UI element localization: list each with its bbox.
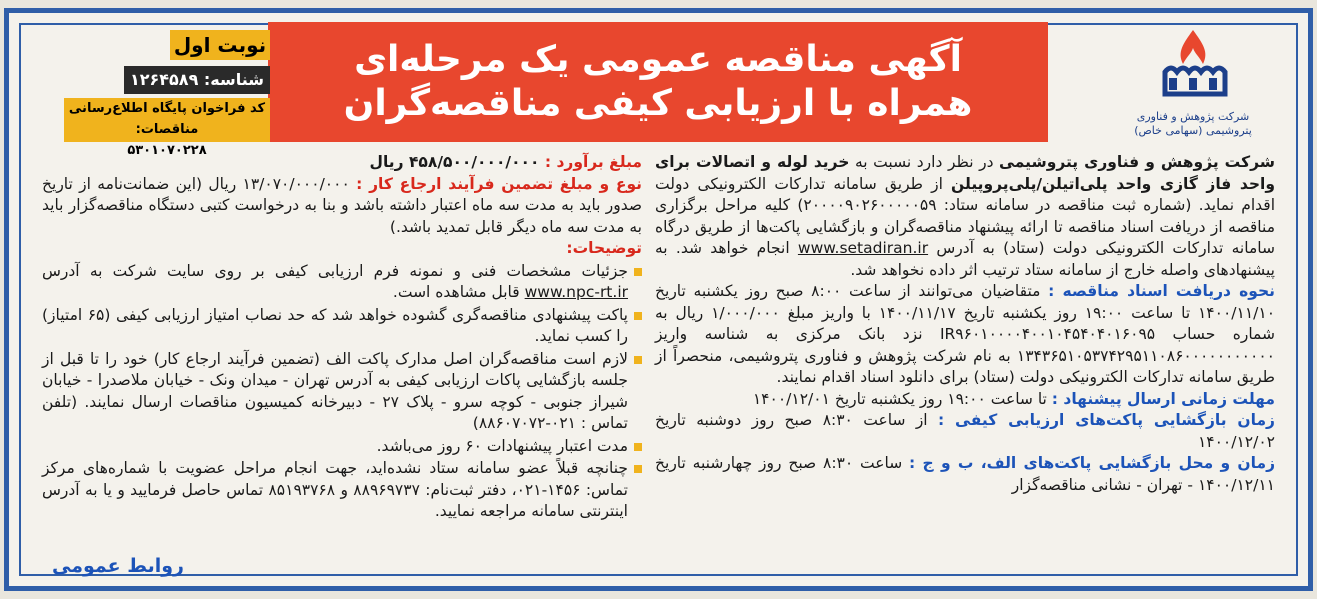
- bullet-square-icon: [634, 268, 642, 276]
- deadline-label: مهلت زمانی ارسال پیشنهاد :: [1051, 389, 1275, 408]
- left-column: [42, 152, 642, 579]
- deadline-paragraph: [655, 389, 1275, 411]
- notice-code-label: کد فراخوان پایگاه اطلاع‌رسانی مناقصات:: [68, 101, 266, 137]
- quality-open-paragraph: [655, 410, 1275, 453]
- flame-logo-icon: [1143, 26, 1243, 110]
- title-line-1: آگهی مناقصه عمومی یک مرحله‌ای: [354, 39, 962, 80]
- note-item: [42, 436, 642, 458]
- note-4-text: مدت اعتبار پیشنهادات ۶۰ روز می‌باشد.: [376, 436, 628, 455]
- deadline-text: تا ساعت ۱۹:۰۰ روز یکشنبه تاریخ ۱۴۰۰/۱۲/۰۱: [752, 389, 1052, 408]
- abc-open-paragraph: [655, 453, 1275, 496]
- guarantee-label: نوع و مبلغ تضمین فرآیند ارجاع کار :: [356, 174, 642, 193]
- body-text-2: انجام خواهد شد. به پیشنهادهای واصله خارج از سامانه ستاد ترتیب اثر داده نخواهد شد.: [655, 239, 1275, 279]
- note-item: [42, 349, 642, 435]
- turn-badge: نوبت اول: [170, 30, 270, 60]
- note-item: [42, 305, 642, 348]
- note-2-text: پاکت پیشنهادی مناقصه‌گری گشوده خواهد شد که حد نصاب امتیاز ارزیابی کیفی (۶۵ امتیاز) را کسب نماید.: [42, 305, 628, 345]
- guarantee-paragraph: [42, 174, 642, 239]
- estimate-label: مبلغ برآورد :: [544, 153, 642, 171]
- intro-paragraph: [655, 152, 1275, 281]
- notice-code-value: ۵۳۰۱۰۷۰۲۲۸: [127, 143, 207, 158]
- right-column: [655, 152, 1275, 579]
- setad-link[interactable]: www.setadiran.ir: [797, 239, 929, 257]
- estimate-value: ۴۵۸/۵۰۰/۰۰۰/۰۰۰ ریال: [369, 153, 545, 171]
- notes-label: توضیحات:: [566, 239, 642, 257]
- quality-open-label: زمان بازگشایی پاکت‌های ارزیابی کیفی :: [938, 411, 1275, 429]
- doc-receive-paragraph: [655, 281, 1275, 389]
- doc-receive-label: نحوه دریافت اسناد مناقصه :: [1048, 282, 1275, 300]
- note-text: [42, 261, 628, 304]
- public-relations-signature: روابط عمومی: [52, 555, 184, 577]
- company-name: شرکت پژوهش و فناوری پتروشیمی: [999, 153, 1275, 171]
- npc-link[interactable]: www.npc-rt.ir: [524, 283, 628, 301]
- notice-code-box: [64, 98, 270, 158]
- abc-open-text: ساعت ۸:۳۰ صبح روز چهارشنبه تاریخ ۱۴۰۰/۱۲/۱۱ - تهران - نشانی مناقصه‌گزار: [655, 454, 1275, 494]
- note-1-tail: قابل مشاهده است.: [392, 283, 525, 301]
- id-label: شناسه:: [203, 70, 265, 89]
- abc-open-label: زمان و محل بازگشایی پاکت‌های الف، ب و ج :: [909, 454, 1275, 472]
- id-value: ۱۲۶۴۵۸۹: [129, 70, 199, 89]
- bullet-square-icon: [634, 465, 642, 473]
- title-banner: [268, 22, 1048, 142]
- body-text-1: از طریق سامانه تدارکات الکترونیکی دولت اقدام نماید. (شماره ثبت مناقصه در سامانه ستاد: ۲۰۰۰۰۹۰۲۶۰۰۰۰۰۵۹) کلیه مراحل برگزاری مناقصه از دریافت اسناد مناقصه تا ارائه پیشنهاد مناقصه‌گران و بازگشایی پاکت‌ها از طریق درگاه سامانه تدارکات الکترونیکی دولت (ستاد) به آدرس: [655, 174, 1276, 257]
- note-3-text: لازم است مناقصه‌گران اصل مدارک پاکت الف (تضمین فرآیند ارجاع کار) خود را تا قبل از جلسه بازگشایی پاکات ارزیابی کیفی به آدرس تهران - میدان ونک - خیابان ملاصدرا - خیابان شیراز جنوبی - کوچه سرو - پلاک ۲۷ - دبیرخانه کمیسیون مناقصات ارسال نمایند. (تلفن تماس : ۰۲۱-۸۸۶۰۷۰۷۲): [42, 349, 629, 432]
- title-line-2: همراه با ارزیابی کیفی مناقصه‌گران: [343, 83, 973, 124]
- guarantee-text: ۱۳/۰۷۰/۰۰۰/۰۰۰ ریال (این ضمانت‌نامه از تاریخ صدور باید به مدت سه ماه اعتبار داشته باشد و بنا به درخواست کتبی دستگاه مناقصه‌گزار باید به مدت سه ماه دیگر قابل تمدید باشد.): [42, 174, 642, 236]
- note-item: [42, 261, 642, 304]
- note-1-text: جزئیات مشخصات فنی و نمونه فرم ارزیابی کیفی بر روی سایت شرکت به آدرس: [42, 261, 628, 280]
- quality-open-text: از ساعت ۸:۳۰ صبح روز دوشنبه تاریخ ۱۴۰۰/۱۲/۰۲: [655, 411, 1275, 451]
- bullet-square-icon: [634, 312, 642, 320]
- id-badge: [124, 66, 270, 94]
- company-logo-text: شرکت پژوهش و فناوری پتروشیمی (سهامی خاص): [1134, 110, 1252, 137]
- npc-logo: [1113, 26, 1273, 144]
- estimate-paragraph: [42, 152, 642, 174]
- project-title: خرید لوله و اتصالات برای واحد فاز گازی واحد پلی‌اتیلن/پلی‌پروپیلن: [655, 153, 1275, 193]
- intro-text: در نظر دارد نسبت به: [855, 153, 1000, 171]
- note-5-text: چنانچه قبلاً عضو سامانه ستاد نشده‌اید، جهت انجام مراحل عضویت با شماره‌های مرکز تماس: ۱۴۵۶-۰۲۱، دفتر ثبت‌نام: ۸۸۹۶۹۷۳۷ و ۸۵۱۹۳۷۶۸ تماس حاصل فرمایید و یا به آدرس اینترنتی سامانه مراجعه نمایید.: [42, 459, 628, 520]
- bullet-square-icon: [634, 443, 642, 451]
- doc-receive-text: متقاضیان می‌توانند از ساعت ۸:۰۰ صبح روز یکشنبه تاریخ ۱۴۰۰/۱۱/۱۰ تا ساعت ۱۹:۰۰ روز یکشنبه تاریخ ۱۴۰۰/۱۱/۱۷ با واریز مبلغ ۱/۰۰۰/۰۰۰ ریال به شماره حساب IR۹۶۰۱۰۰۰۰۴۰۰۱۰۴۵۴۰۴۰۱۶۰۹۵ نزد بانک مرکزی به شناسه واریز ۱۳۴۳۶۵۱۰۵۳۷۴۲۹۵۱۱۰۸۶۰۰۰۰۰۰۰۰۰۰۰ به نام شرکت پژوهش و فناوری پتروشیمی، منحصراً از طریق سامانه تدارکات الکترونیکی دولت (ستاد) برای دانلود اسناد اقدام نمایند.: [655, 282, 1276, 386]
- bullet-square-icon: [634, 356, 642, 364]
- note-item: [42, 458, 642, 523]
